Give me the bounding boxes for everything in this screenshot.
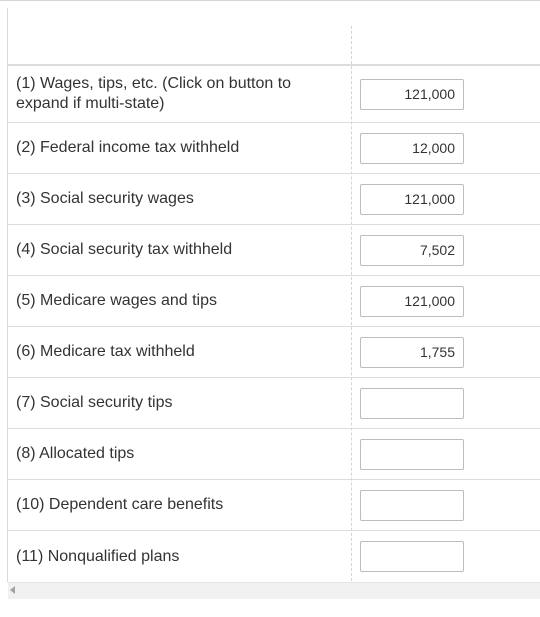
w2-box-table bbox=[8, 64, 540, 582]
box-10-input[interactable] bbox=[360, 490, 464, 521]
table-row-box-11 bbox=[8, 531, 540, 582]
box-4-label: (4) Social security tax withheld bbox=[16, 241, 233, 258]
box-8-input[interactable] bbox=[360, 439, 464, 470]
box-11-label: (11) Nonqualified plans bbox=[16, 547, 180, 565]
box-5-label: (5) Medicare wages and tips bbox=[16, 292, 217, 309]
table-row-box-6 bbox=[8, 327, 540, 378]
table-row-box-3 bbox=[8, 174, 540, 225]
box-6-label: (6) Medicare tax withheld bbox=[16, 343, 195, 360]
table-row-box-1 bbox=[8, 66, 540, 123]
box-1-input[interactable] bbox=[360, 79, 464, 110]
box-11-input[interactable] bbox=[360, 541, 464, 572]
box-3-input[interactable] bbox=[360, 184, 464, 215]
box-10-label: (10) Dependent care benefits bbox=[16, 496, 224, 513]
table-row-box-10 bbox=[8, 480, 540, 531]
box-6-input[interactable] bbox=[360, 337, 464, 368]
box-2-input[interactable] bbox=[360, 133, 464, 164]
table-row-box-4 bbox=[8, 225, 540, 276]
table-row-box-2 bbox=[8, 123, 540, 174]
box-2-label: (2) Federal income tax withheld bbox=[16, 139, 240, 156]
table-row-box-7 bbox=[8, 378, 540, 429]
box-8-label: (8) Allocated tips bbox=[16, 445, 135, 462]
table-row-box-5 bbox=[8, 276, 540, 327]
box-1-label: (1) Wages, tips, etc. (Click on button to expand if multi-state) bbox=[16, 75, 292, 112]
box-7-label: (7) Social security tips bbox=[16, 394, 173, 411]
box-4-input[interactable] bbox=[360, 235, 464, 266]
box-7-input[interactable] bbox=[360, 388, 464, 419]
horizontal-scrollbar[interactable] bbox=[8, 582, 540, 599]
table-row-box-8 bbox=[8, 429, 540, 480]
scroll-left-arrow-icon[interactable] bbox=[10, 586, 15, 594]
box-5-input[interactable] bbox=[360, 286, 464, 317]
top-border bbox=[0, 0, 540, 1]
box-3-label: (3) Social security wages bbox=[16, 190, 194, 207]
